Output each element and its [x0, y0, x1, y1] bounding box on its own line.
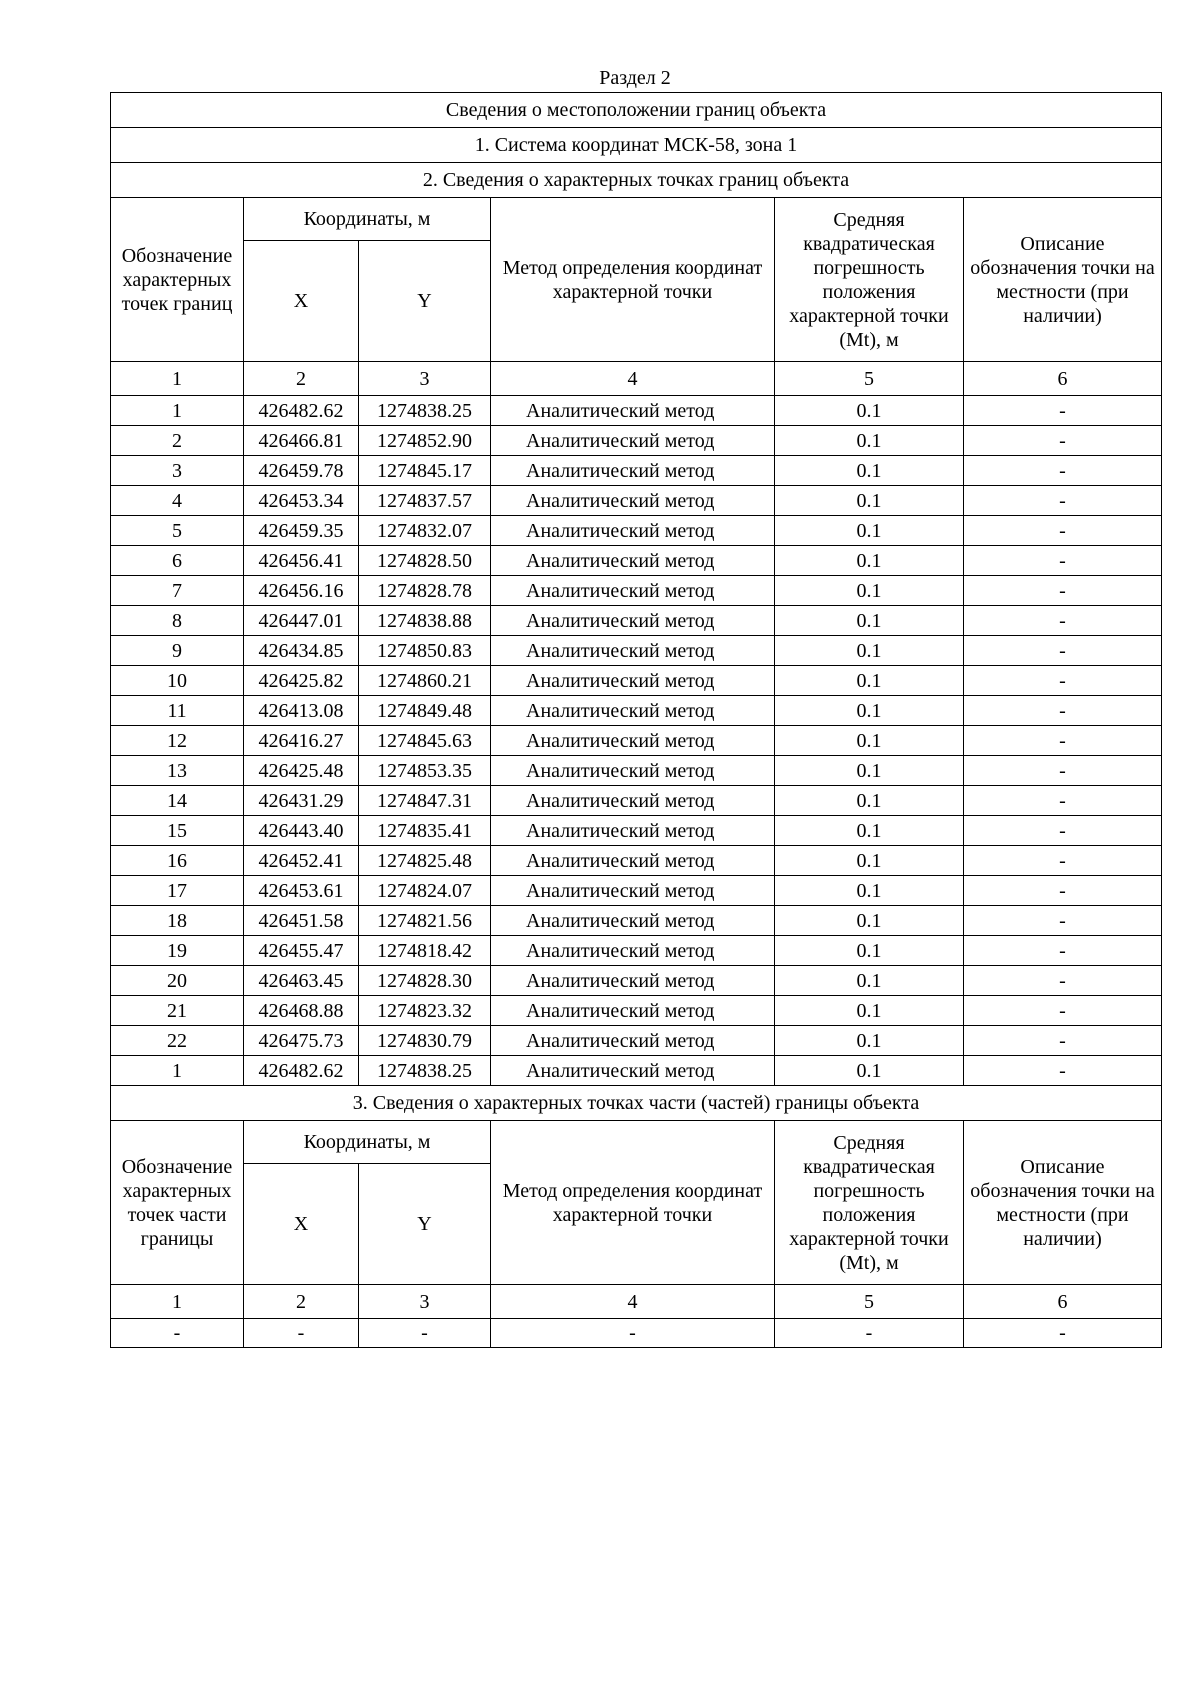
- method: Аналитический метод: [491, 546, 775, 576]
- description: -: [964, 696, 1162, 726]
- point-number: 22: [111, 1026, 244, 1056]
- point-number: 11: [111, 696, 244, 726]
- coord-x: 426434.85: [244, 636, 359, 666]
- part3-header-y: Y: [359, 1164, 491, 1285]
- coord-x: 426463.45: [244, 966, 359, 996]
- point-number: 12: [111, 726, 244, 756]
- description: -: [964, 486, 1162, 516]
- method: -: [491, 1319, 775, 1348]
- table-row: [111, 906, 1162, 936]
- point-number: 6: [111, 546, 244, 576]
- part3-header-description: Описание обозначения точки на местности (при наличии): [964, 1121, 1162, 1285]
- column-number: 6: [964, 1285, 1162, 1319]
- point-number: 4: [111, 486, 244, 516]
- table-row: [111, 696, 1162, 726]
- mean-error: 0.1: [775, 906, 964, 936]
- column-number: 3: [359, 1285, 491, 1319]
- description: -: [964, 516, 1162, 546]
- method: Аналитический метод: [491, 516, 775, 546]
- method: Аналитический метод: [491, 456, 775, 486]
- coord-y: 1274830.79: [359, 1026, 491, 1056]
- coord-y: 1274818.42: [359, 936, 491, 966]
- coord-x: 426456.16: [244, 576, 359, 606]
- coord-x: 426431.29: [244, 786, 359, 816]
- coord-y: 1274824.07: [359, 876, 491, 906]
- description: -: [964, 906, 1162, 936]
- table-row: [111, 666, 1162, 696]
- coord-y: 1274850.83: [359, 636, 491, 666]
- part3-header-error: Средняя квадратическая погрешность положения характерной точки (Mt), м: [775, 1121, 964, 1285]
- coord-x: 426443.40: [244, 816, 359, 846]
- method: Аналитический метод: [491, 846, 775, 876]
- table-row: [111, 636, 1162, 666]
- mean-error: 0.1: [775, 966, 964, 996]
- coord-x: 426482.62: [244, 396, 359, 426]
- table-row: [111, 996, 1162, 1026]
- part2-title: 2. Сведения о характерных точках границ объекта: [111, 163, 1162, 198]
- method: Аналитический метод: [491, 876, 775, 906]
- coord-y: 1274847.31: [359, 786, 491, 816]
- coord-x: 426425.82: [244, 666, 359, 696]
- part2-header-row-1: [111, 198, 1162, 241]
- part2-header-y: Y: [359, 241, 491, 362]
- point-number: 15: [111, 816, 244, 846]
- point-number: 20: [111, 966, 244, 996]
- coord-y: 1274823.32: [359, 996, 491, 1026]
- method: Аналитический метод: [491, 816, 775, 846]
- coord-x: 426459.78: [244, 456, 359, 486]
- table-row: [111, 486, 1162, 516]
- part3-column-numbers-row: [111, 1285, 1162, 1319]
- table-row: [111, 786, 1162, 816]
- point-number: 18: [111, 906, 244, 936]
- mean-error: 0.1: [775, 396, 964, 426]
- column-number: 1: [111, 362, 244, 396]
- point-number: 1: [111, 396, 244, 426]
- description: -: [964, 966, 1162, 996]
- description: -: [964, 786, 1162, 816]
- mean-error: 0.1: [775, 456, 964, 486]
- method: Аналитический метод: [491, 936, 775, 966]
- part3-header-designation: Обозначение характерных точек части границы: [111, 1121, 244, 1285]
- table-title-row: [111, 93, 1162, 128]
- description: -: [964, 936, 1162, 966]
- table-row: [111, 846, 1162, 876]
- coord-y: 1274838.25: [359, 396, 491, 426]
- description: -: [964, 576, 1162, 606]
- description: -: [964, 666, 1162, 696]
- table-row: [111, 876, 1162, 906]
- coord-x: 426413.08: [244, 696, 359, 726]
- column-number: 5: [775, 1285, 964, 1319]
- coord-system-row: [111, 128, 1162, 163]
- description: -: [964, 756, 1162, 786]
- coord-y: 1274828.30: [359, 966, 491, 996]
- coord-y: 1274838.25: [359, 1056, 491, 1086]
- part2-header-method: Метод определения координат характерной точки: [491, 198, 775, 362]
- coord-y: 1274845.63: [359, 726, 491, 756]
- point-number: 17: [111, 876, 244, 906]
- description: -: [964, 876, 1162, 906]
- table-title: Сведения о местоположении границ объекта: [111, 93, 1162, 128]
- mean-error: 0.1: [775, 1056, 964, 1086]
- coord-x: 426452.41: [244, 846, 359, 876]
- part3-header-coords: Координаты, м: [244, 1121, 491, 1164]
- table-row: [111, 426, 1162, 456]
- method: Аналитический метод: [491, 906, 775, 936]
- method: Аналитический метод: [491, 966, 775, 996]
- coord-x: 426447.01: [244, 606, 359, 636]
- column-number: 2: [244, 1285, 359, 1319]
- description: -: [964, 426, 1162, 456]
- part3-header-x: X: [244, 1164, 359, 1285]
- coord-x: -: [244, 1319, 359, 1348]
- coord-x: 426459.35: [244, 516, 359, 546]
- point-number: 9: [111, 636, 244, 666]
- mean-error: 0.1: [775, 516, 964, 546]
- part2-column-numbers-row: [111, 362, 1162, 396]
- method: Аналитический метод: [491, 396, 775, 426]
- mean-error: 0.1: [775, 846, 964, 876]
- method: Аналитический метод: [491, 696, 775, 726]
- method: Аналитический метод: [491, 726, 775, 756]
- description: -: [964, 996, 1162, 1026]
- description: -: [964, 1056, 1162, 1086]
- method: Аналитический метод: [491, 576, 775, 606]
- method: Аналитический метод: [491, 996, 775, 1026]
- mean-error: 0.1: [775, 1026, 964, 1056]
- coord-y: 1274838.88: [359, 606, 491, 636]
- part2-header-designation: Обозначение характерных точек границ: [111, 198, 244, 362]
- description: -: [964, 636, 1162, 666]
- mean-error: 0.1: [775, 996, 964, 1026]
- part3-header-row-1: [111, 1121, 1162, 1164]
- mean-error: 0.1: [775, 756, 964, 786]
- coord-y: 1274837.57: [359, 486, 491, 516]
- coord-y: 1274853.35: [359, 756, 491, 786]
- coord-y: -: [359, 1319, 491, 1348]
- description: -: [964, 846, 1162, 876]
- part2-header-description: Описание обозначения точки на местности (при наличии): [964, 198, 1162, 362]
- coord-y: 1274832.07: [359, 516, 491, 546]
- method: Аналитический метод: [491, 1026, 775, 1056]
- method: Аналитический метод: [491, 636, 775, 666]
- table-row: [111, 576, 1162, 606]
- boundary-table-body: [111, 93, 1162, 1348]
- coord-x: 426451.58: [244, 906, 359, 936]
- coord-y: 1274828.50: [359, 546, 491, 576]
- coord-y: 1274825.48: [359, 846, 491, 876]
- coord-y: 1274821.56: [359, 906, 491, 936]
- table-row: [111, 456, 1162, 486]
- point-number: 13: [111, 756, 244, 786]
- point-number: 14: [111, 786, 244, 816]
- mean-error: 0.1: [775, 876, 964, 906]
- coord-x: 426455.47: [244, 936, 359, 966]
- table-row: [111, 1319, 1162, 1348]
- part3-header-method: Метод определения координат характерной точки: [491, 1121, 775, 1285]
- point-number: 1: [111, 1056, 244, 1086]
- description: -: [964, 606, 1162, 636]
- column-number: 6: [964, 362, 1162, 396]
- coord-system: 1. Система координат МСК-58, зона 1: [111, 128, 1162, 163]
- mean-error: 0.1: [775, 576, 964, 606]
- column-number: 1: [111, 1285, 244, 1319]
- part2-header-x: X: [244, 241, 359, 362]
- mean-error: 0.1: [775, 426, 964, 456]
- description: -: [964, 1026, 1162, 1056]
- coord-y: 1274845.17: [359, 456, 491, 486]
- coord-x: 426466.81: [244, 426, 359, 456]
- method: Аналитический метод: [491, 426, 775, 456]
- table-row: [111, 1026, 1162, 1056]
- point-number: 16: [111, 846, 244, 876]
- description: -: [964, 456, 1162, 486]
- method: Аналитический метод: [491, 756, 775, 786]
- point-number: 10: [111, 666, 244, 696]
- coord-x: 426468.88: [244, 996, 359, 1026]
- table-row: [111, 936, 1162, 966]
- point-number: 19: [111, 936, 244, 966]
- method: Аналитический метод: [491, 606, 775, 636]
- coord-x: 426453.61: [244, 876, 359, 906]
- description: -: [964, 546, 1162, 576]
- description: -: [964, 1319, 1162, 1348]
- coord-x: 426453.34: [244, 486, 359, 516]
- method: Аналитический метод: [491, 786, 775, 816]
- boundary-table: [110, 92, 1162, 1348]
- part3-title: 3. Сведения о характерных точках части (частей) границы объекта: [111, 1086, 1162, 1121]
- point-number: 8: [111, 606, 244, 636]
- part2-title-row: [111, 163, 1162, 198]
- mean-error: 0.1: [775, 546, 964, 576]
- section-label: Раздел 2: [599, 67, 671, 89]
- coord-x: 426475.73: [244, 1026, 359, 1056]
- point-number: 21: [111, 996, 244, 1026]
- table-row: [111, 606, 1162, 636]
- coord-y: 1274852.90: [359, 426, 491, 456]
- mean-error: 0.1: [775, 666, 964, 696]
- description: -: [964, 396, 1162, 426]
- table-row: [111, 756, 1162, 786]
- point-number: 7: [111, 576, 244, 606]
- table-row: [111, 966, 1162, 996]
- table-row: [111, 1056, 1162, 1086]
- mean-error: 0.1: [775, 636, 964, 666]
- coord-x: 426416.27: [244, 726, 359, 756]
- coord-x: 426456.41: [244, 546, 359, 576]
- table-row: [111, 816, 1162, 846]
- coord-y: 1274835.41: [359, 816, 491, 846]
- table-row: [111, 516, 1162, 546]
- method: Аналитический метод: [491, 486, 775, 516]
- coord-y: 1274849.48: [359, 696, 491, 726]
- point-number: -: [111, 1319, 244, 1348]
- table-row: [111, 396, 1162, 426]
- column-number: 2: [244, 362, 359, 396]
- coord-y: 1274828.78: [359, 576, 491, 606]
- mean-error: 0.1: [775, 816, 964, 846]
- method: Аналитический метод: [491, 666, 775, 696]
- coord-x: 426425.48: [244, 756, 359, 786]
- method: Аналитический метод: [491, 1056, 775, 1086]
- point-number: 2: [111, 426, 244, 456]
- part3-title-row: [111, 1086, 1162, 1121]
- part2-header-error: Средняя квадратическая погрешность положения характерной точки (Mt), м: [775, 198, 964, 362]
- point-number: 5: [111, 516, 244, 546]
- column-number: 5: [775, 362, 964, 396]
- description: -: [964, 726, 1162, 756]
- point-number: 3: [111, 456, 244, 486]
- mean-error: 0.1: [775, 486, 964, 516]
- mean-error: 0.1: [775, 696, 964, 726]
- mean-error: -: [775, 1319, 964, 1348]
- column-number: 4: [491, 362, 775, 396]
- mean-error: 0.1: [775, 786, 964, 816]
- coord-x: 426482.62: [244, 1056, 359, 1086]
- coord-y: 1274860.21: [359, 666, 491, 696]
- column-number: 4: [491, 1285, 775, 1319]
- mean-error: 0.1: [775, 726, 964, 756]
- part2-header-coords: Координаты, м: [244, 198, 491, 241]
- mean-error: 0.1: [775, 606, 964, 636]
- table-row: [111, 726, 1162, 756]
- mean-error: 0.1: [775, 936, 964, 966]
- table-row: [111, 546, 1162, 576]
- column-number: 3: [359, 362, 491, 396]
- description: -: [964, 816, 1162, 846]
